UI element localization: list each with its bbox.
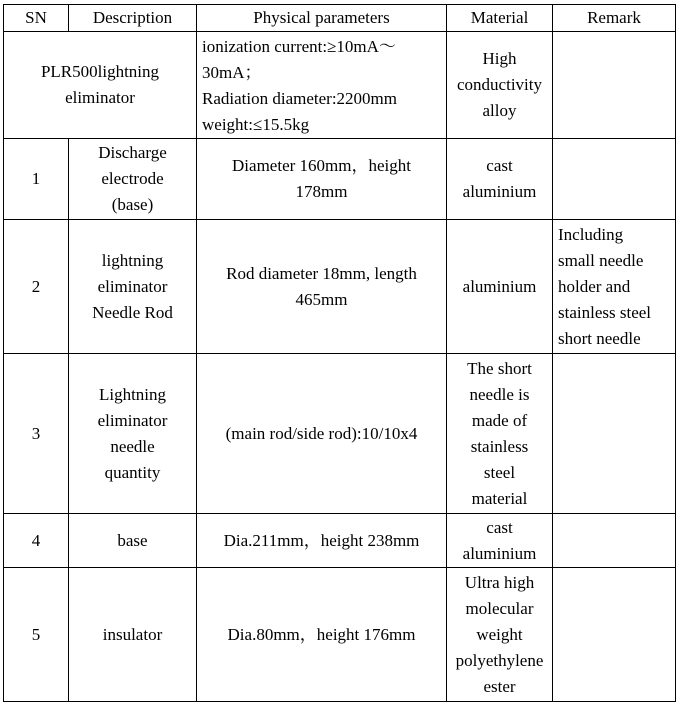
table-row	[4, 354, 676, 514]
table-row	[4, 139, 676, 220]
spec-table	[3, 4, 676, 702]
row-material	[447, 568, 553, 702]
main-product-name	[4, 32, 197, 139]
material-line: stainless	[470, 436, 529, 456]
param-line: 178mm	[295, 182, 348, 201]
remark-line: holder and	[558, 276, 631, 296]
main-material-line: High	[482, 49, 517, 68]
material-line: cast	[486, 517, 513, 537]
material-line: aluminium	[462, 276, 537, 296]
desc-line: insulator	[102, 624, 163, 644]
row-remark	[553, 354, 676, 514]
row-sn: 1	[4, 139, 69, 220]
row-parameters	[197, 514, 447, 568]
main-name-line: PLR500lightning	[40, 62, 160, 81]
remark-line: Including	[558, 224, 624, 244]
row-parameters	[197, 568, 447, 702]
main-param-line: Radiation diameter:2200mm	[202, 89, 397, 108]
row-material	[447, 139, 553, 220]
desc-line: base	[117, 530, 148, 550]
param-line: Dia.211mm，height 238mm	[223, 530, 420, 550]
row-description	[69, 139, 197, 220]
row-material	[447, 514, 553, 568]
header-description: Description	[69, 5, 197, 32]
main-parameters	[197, 32, 447, 139]
row-sn: 4	[4, 514, 69, 568]
desc-line: quantity	[104, 462, 161, 482]
table-row	[4, 568, 676, 702]
row-sn: 5	[4, 568, 69, 702]
header-material: Material	[447, 5, 553, 32]
desc-line: Needle Rod	[92, 302, 173, 322]
material-line: molecular	[465, 598, 534, 618]
remark-line: short needle	[558, 328, 641, 348]
material-line: Ultra high	[464, 572, 535, 592]
row-material	[447, 354, 553, 514]
desc-line: needle	[110, 436, 155, 456]
main-material-line: alloy	[482, 101, 517, 120]
row-remark	[553, 220, 676, 354]
material-line: polyethylene	[455, 650, 544, 670]
main-param-line: 30mA；	[202, 63, 262, 82]
row-sn: 2	[4, 220, 69, 354]
row-remark	[553, 139, 676, 220]
material-line: ester	[483, 676, 516, 696]
desc-line: eliminator	[97, 410, 168, 430]
desc-line: Discharge	[98, 143, 167, 162]
header-remark: Remark	[553, 5, 676, 32]
material-line: steel	[483, 462, 516, 482]
row-description	[69, 568, 197, 702]
header-physical-parameters: Physical parameters	[197, 5, 447, 32]
desc-line: eliminator	[97, 276, 168, 296]
main-material-line: conductivity	[457, 75, 542, 94]
row-description	[69, 354, 197, 514]
table-row	[4, 514, 676, 568]
param-line: Rod diameter 18mm, length	[226, 263, 417, 283]
desc-line: electrode	[101, 169, 164, 188]
header-sn: SN	[4, 5, 69, 32]
main-param-line: weight:≤15.5kg	[202, 115, 310, 134]
material-line: made of	[471, 410, 528, 430]
desc-line: Lightning	[98, 384, 167, 404]
material-line: weight	[476, 624, 523, 644]
main-name-line: eliminator	[65, 88, 135, 107]
material-line: The short	[467, 358, 532, 378]
param-line: Diameter 160mm，height	[232, 156, 411, 175]
desc-line: (base)	[111, 195, 154, 214]
row-description	[69, 220, 197, 354]
main-param-line: ionization current:≥10mA～	[202, 37, 396, 56]
material-line: cast	[486, 156, 513, 175]
table-row	[4, 220, 676, 354]
row-parameters	[197, 139, 447, 220]
material-line: material	[471, 488, 528, 508]
material-line: aluminium	[462, 543, 537, 563]
row-material	[447, 220, 553, 354]
row-description	[69, 514, 197, 568]
row-parameters	[197, 220, 447, 354]
param-line: 465mm	[295, 289, 348, 309]
row-sn: 3	[4, 354, 69, 514]
header-row	[4, 5, 676, 32]
remark-line: stainless steel	[558, 302, 652, 322]
material-line: needle is	[469, 384, 530, 404]
param-line: Dia.80mm，height 176mm	[227, 624, 416, 644]
param-line: (main rod/side rod):10/10x4	[225, 423, 418, 443]
table-row-main	[4, 32, 676, 139]
row-parameters	[197, 354, 447, 514]
material-line: aluminium	[462, 182, 537, 201]
main-material	[447, 32, 553, 139]
remark-line: small needle	[558, 250, 644, 270]
row-remark	[553, 568, 676, 702]
main-remark	[553, 32, 676, 139]
desc-line: lightning	[101, 250, 164, 270]
row-remark	[553, 514, 676, 568]
